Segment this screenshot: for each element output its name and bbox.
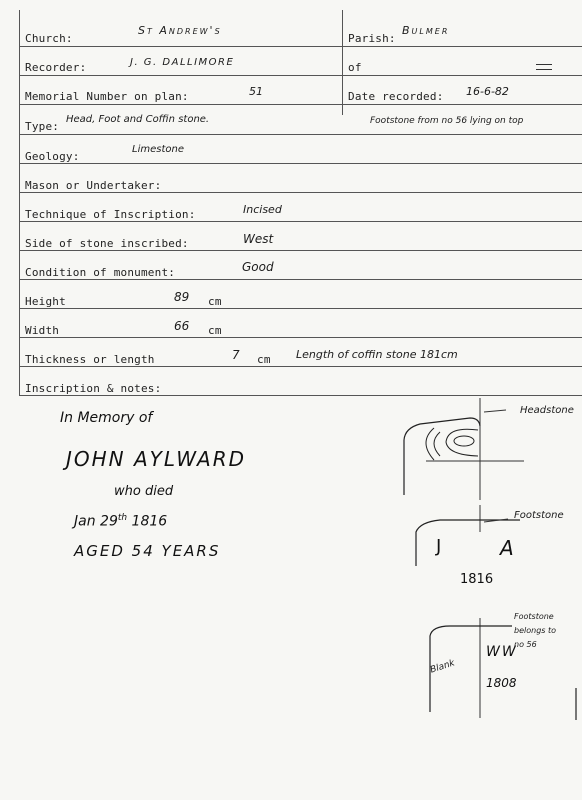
thickness-unit: cm xyxy=(257,353,271,366)
date-recorded-label: Date recorded: xyxy=(348,90,444,103)
side-value: West xyxy=(243,232,274,246)
of-label: of xyxy=(348,61,362,74)
inscription-line-4-suffix: 1816 xyxy=(127,513,168,530)
memorial-number-label: Memorial Number on plan: xyxy=(25,90,189,103)
height-label: Height xyxy=(25,295,66,308)
thickness-label: Thickness or length xyxy=(25,353,155,366)
geology-value: Limestone xyxy=(132,144,184,155)
type-value: Head, Foot and Coffin stone. xyxy=(66,114,210,125)
recorder-label: Recorder: xyxy=(25,61,87,74)
parish-label: Parish: xyxy=(348,32,396,45)
recorder-value: J. G. DALLIMORE xyxy=(130,57,235,68)
technique-value: Incised xyxy=(243,203,282,216)
footstone-label: Footstone xyxy=(514,510,564,521)
headstone-scroll xyxy=(426,428,434,460)
footstone-initial-a: A xyxy=(500,536,514,560)
inscription-line-1: In Memory of xyxy=(60,410,153,426)
width-unit: cm xyxy=(208,324,222,337)
inscription-line-4-sup: th xyxy=(117,513,128,523)
church-label: Church: xyxy=(25,32,73,45)
width-label: Width xyxy=(25,324,60,337)
other-footstone-note: Footstone belongs to no 56 xyxy=(514,612,557,649)
footstone-year: 1816 xyxy=(460,572,494,587)
inscription-line-5: AGED 54 YEARS xyxy=(74,542,221,560)
headstone-pointer xyxy=(484,410,506,412)
height-unit: cm xyxy=(208,295,222,308)
memorial-number-value: 51 xyxy=(249,85,263,98)
condition-label: Condition of monument: xyxy=(25,266,176,279)
other-footstone-year: 1808 xyxy=(486,676,517,690)
condition-value: Good xyxy=(242,260,274,274)
technique-label: Technique of Inscription: xyxy=(25,208,196,221)
other-footstone-initials: WW xyxy=(486,644,518,660)
church-value: St Andrew's xyxy=(138,24,222,37)
date-recorded-value: 16-6-82 xyxy=(466,85,509,98)
coffin-length-note: Length of coffin stone 181cm xyxy=(296,348,458,361)
footstone-initial-j: J xyxy=(436,536,442,557)
thickness-value: 7 xyxy=(232,348,240,362)
blank-label: Blank xyxy=(429,658,457,676)
inscription-notes-label: Inscription & notes: xyxy=(25,382,162,395)
side-label: Side of stone inscribed: xyxy=(25,237,189,250)
height-value: 89 xyxy=(174,290,190,304)
headstone-motif xyxy=(454,436,474,446)
width-value: 66 xyxy=(174,319,190,333)
type-note: Footstone from no 56 lying on top xyxy=(370,116,524,126)
inscription-line-4-prefix: Jan 29 xyxy=(74,513,118,530)
inscription-line-2: JOHN AYLWARD xyxy=(66,447,246,471)
headstone-label: Headstone xyxy=(520,405,574,416)
mason-label: Mason or Undertaker: xyxy=(25,179,162,192)
type-label: Type: xyxy=(25,120,60,133)
geology-label: Geology: xyxy=(25,150,80,163)
headstone-scroll-2 xyxy=(434,432,440,456)
parish-value: Bulmer xyxy=(402,24,450,37)
inscription-line-3: who died xyxy=(114,484,174,499)
